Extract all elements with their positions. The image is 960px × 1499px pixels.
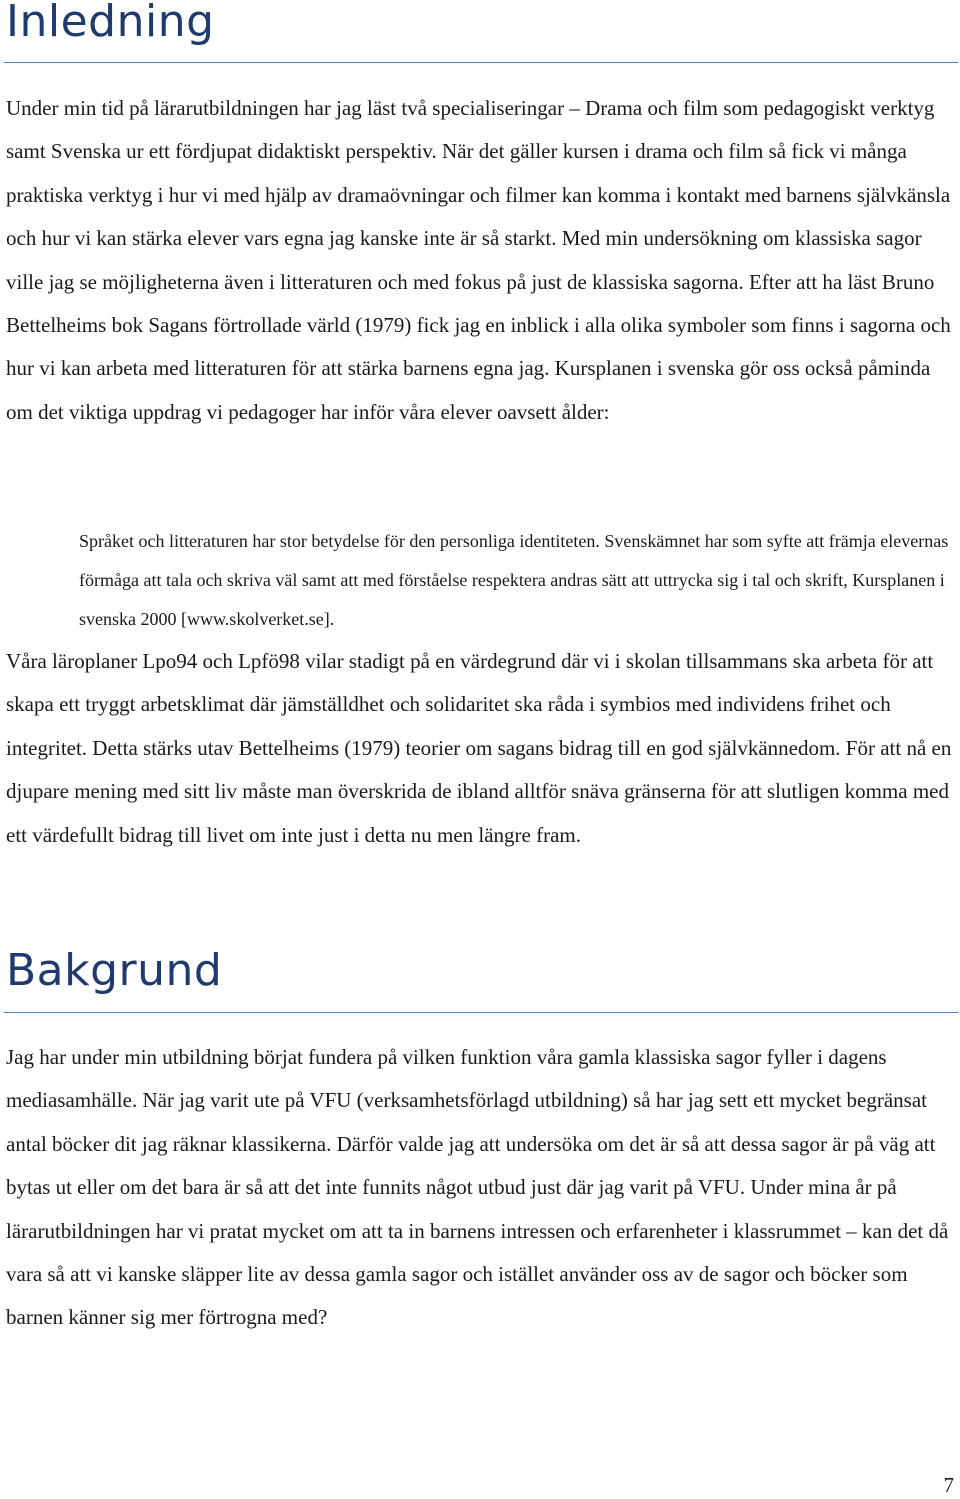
heading-bakgrund: Bakgrund: [6, 945, 223, 996]
page-number: 7: [943, 1473, 954, 1497]
paragraph-bakgrund: Jag har under min utbildning börjat fundera på vilken funktion våra gamla klassiska sagor fyller i dagens mediasamhälle. När jag varit ute på VFU (verksamhetsförlagd utbildning) så har jag sett ett mycket begränsat antal böcker dit jag räknar klassikerna. Därför valde jag att undersöka om det är så att dessa sagor är på väg att bytas ut eller om det bara är så att det inte funnits något utbud just där jag varit på VFU. Under mina år på lärarutbildningen har vi pratat mycket om att ta in barnens intressen och erfarenheter i klassrummet – kan det då vara så att vi kanske släpper lite av dessa gamla sagor och istället använder oss av de sagor och böcker som barnen känner sig mer förtrogna med?: [6, 1045, 949, 1330]
paragraph-laroplaner: Våra läroplaner Lpo94 och Lpfö98 vilar stadigt på en värdegrund där vi i skolan tillsammans ska arbeta för att skapa ett tryggt arbetsklimat där jämställdhet och solidaritet ska råda i symbios med individens frihet och integritet. Detta stärks utav Bettelheims (1979) teorier om sagans bidrag till en god självkännedom. För att nå en djupare mening med sitt liv måste man överskrida de ibland alltför snäva gränserna för att slutligen komma med ett värdefullt bidrag till livet om inte just i detta nu men längre fram.: [6, 649, 952, 847]
paragraph-intro: Under min tid på lärarutbildningen har jag läst två specialiseringar – Drama och film som pedagogiskt verktyg samt Svenska ur ett fördjupat didaktiskt perspektiv. När det gäller kursen i drama och film så fick vi många praktiska verktyg i hur vi med hjälp av dramaövningar och filmer kan komma i kontakt med barnens självkänsla och hur vi kan stärka elever vars egna jag kanske inte är så starkt. Med min undersökning om klassiska sagor ville jag se möjligheterna även i litteraturen och med fokus på just de klassiska sagorna. Efter att ha läst Bruno Bettelheims bok Sagans förtrollade värld (1979) fick jag en inblick i alla olika symboler som finns i sagorna och hur vi kan arbeta med litteraturen för att stärka barnens egna jag. Kursplanen i svenska gör oss också påminda om det viktiga uppdrag vi pedagoger har inför våra elever oavsett ålder:: [6, 96, 951, 424]
heading-rule: [4, 1012, 958, 1013]
heading-rule: [4, 62, 958, 63]
heading-inledning: Inledning: [6, 0, 215, 47]
block-quote: Språket och litteraturen har stor betydelse för den personliga identiteten. Svenskämnet har som syfte att främja elevernas förmåga att tala och skriva väl samt att med förståelse respektera andras sätt att uttrycka sig i tal och skrift, Kursplanen i svenska 2000 [www.skolverket.se].: [79, 531, 949, 629]
